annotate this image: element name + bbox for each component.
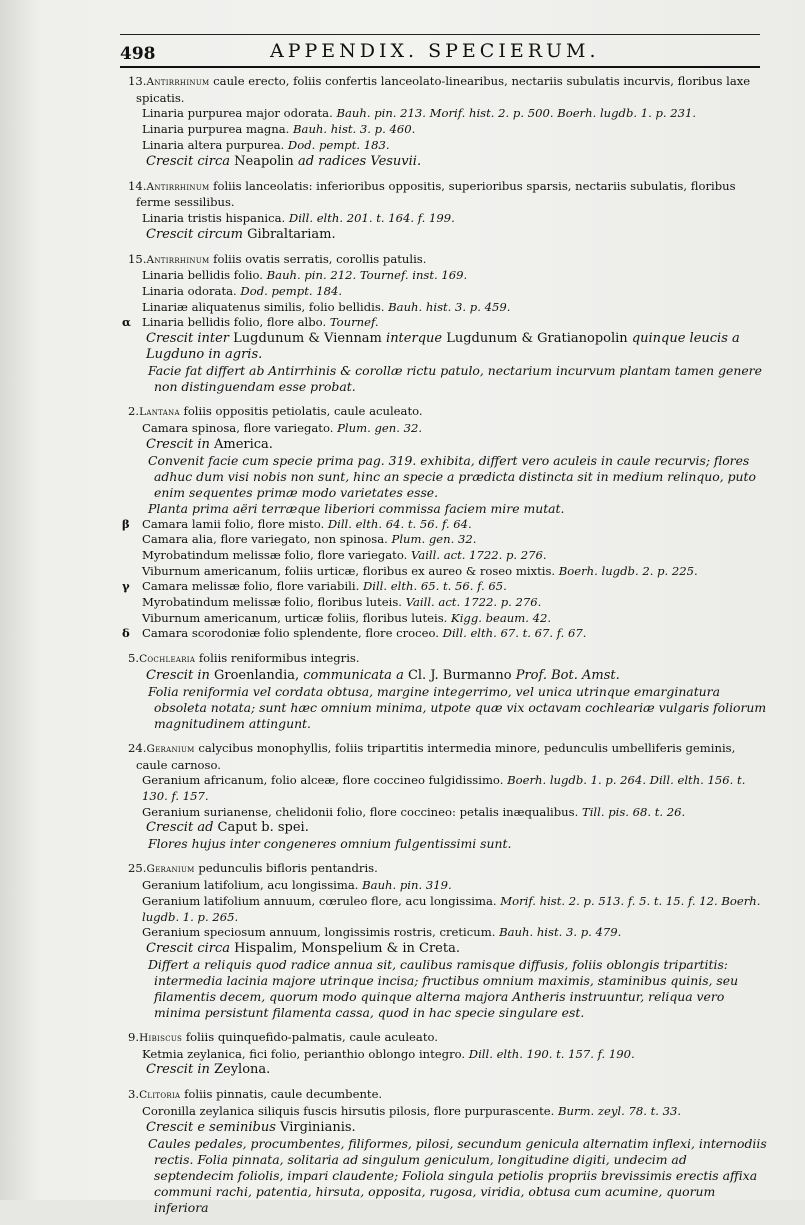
species-heading	[128, 74, 768, 106]
synonym-reference: Bauh. hist. 3. p. 460.	[293, 122, 416, 137]
synonym-name: Viburnum americanum, urticæ foliis, floribus luteis.	[142, 610, 452, 625]
species-number: 2.	[128, 404, 140, 419]
habitat-text: Hispalim, Monspelium & in Creta.	[234, 940, 460, 956]
species-note: Flores hujus inter congeneres omnium fulgentissimi sunt.	[148, 836, 512, 852]
synonym-reference: Bauh. pin. 319.	[362, 878, 452, 893]
species-number: 15.	[128, 251, 147, 266]
habitat-text: Zeylona.	[213, 1062, 271, 1078]
synonym-reference: Tournef.	[329, 315, 379, 330]
genus-name: Antirrhinum	[146, 76, 210, 88]
synonym-line	[128, 421, 768, 437]
habitat-text: Crescit inter	[146, 331, 234, 347]
synonym-reference: Vaill. act. 1722. p. 276.	[405, 595, 542, 610]
synonym-line	[128, 268, 768, 284]
habitat-text: Groenlandia,	[213, 667, 304, 683]
species-diagnosis: foliis reniformibus integris.	[195, 651, 360, 666]
species-number: 24.	[128, 740, 147, 755]
synonym-name: Camara scorodoniæ folio splendente, flore croceo.	[142, 626, 443, 641]
variety-line	[122, 516, 768, 533]
variety-line	[128, 611, 768, 627]
species-entry	[128, 179, 768, 243]
variety-mark: δ	[122, 626, 130, 641]
genus-name: Geranium	[146, 742, 195, 755]
synonym-reference: Plum. gen. 32.	[337, 420, 423, 435]
synonym-name: Geranium surianense, chelidonii folio, flore coccineo: petalis inæqualibus.	[142, 804, 582, 819]
synonym-reference: Boerh. lugdb. 2. p. 225.	[558, 563, 698, 578]
species-number: 3.	[128, 1087, 140, 1102]
synonym-name: Viburnum americanum, foliis urticæ, floribus ex aureo & roseo mixtis.	[142, 563, 559, 578]
genus-name: Antirrhinum	[146, 253, 210, 266]
species-entry	[128, 861, 768, 1021]
header-rule-top	[120, 34, 760, 35]
synonym-name: Geranium latifolium, acu longissima.	[142, 878, 363, 893]
species-entry	[128, 1087, 768, 1215]
synonym-reference: Bauh. hist. 3. p. 479.	[499, 925, 622, 940]
genus-name: Lantana	[139, 406, 180, 419]
species-number: 13.	[128, 74, 147, 88]
species-number: 9.	[128, 1029, 140, 1044]
habitat-text: America.	[213, 436, 273, 452]
synonym-line	[128, 300, 768, 316]
species-list	[122, 74, 768, 1225]
species-note: Folia reniformia vel cordata obtusa, margine integerrimo, vel unica utrinque emarginatura obsoleta notata; sunt hæc omnium minima, utpote quæ vix octavam cochleariæ vulgaris foliorum magnitudinem attingunt.	[148, 683, 767, 731]
running-head: APPENDIX. SPECIERUM.	[270, 40, 600, 62]
synonym-line	[128, 284, 768, 300]
habitat-line	[128, 941, 768, 957]
page-header	[120, 30, 760, 70]
species-entry	[122, 251, 768, 396]
synonym-reference: Vaill. act. 1722. p. 276.	[410, 547, 547, 562]
synonym-name: Camara lamii folio, flore misto.	[142, 516, 328, 531]
synonym-name: Camara alia, flore variegato, non spinosa.	[142, 532, 392, 547]
habitat-text: Caput b. spei.	[217, 820, 309, 836]
synonym-line	[128, 1104, 768, 1120]
species-entry	[122, 404, 768, 642]
synonym-name: Linaria odorata.	[142, 284, 241, 299]
habitat-text: Crescit e seminibus	[146, 1119, 281, 1135]
synonym-name: Coronilla zeylanica siliquis fuscis hirsutis pilosis, flore purpurascente.	[142, 1104, 558, 1119]
synonym-name: Linaria tristis hispanica.	[142, 210, 289, 225]
synonym-reference: Dod. pempt. 183.	[287, 137, 390, 152]
habitat-text: interque	[386, 331, 447, 347]
habitat-text: Crescit circum	[146, 226, 248, 242]
synonym-line	[122, 315, 768, 331]
genus-name: Hibiscus	[139, 1031, 183, 1044]
species-heading	[128, 404, 768, 421]
species-diagnosis: calycibus monophyllis, foliis tripartitis intermedia minore, pedunculis umbelliferis geminis, caule carnoso.	[136, 740, 736, 772]
species-number: 14.	[128, 178, 147, 193]
synonym-name: Linaria bellidis folio, flore albo.	[142, 315, 330, 330]
synonym-reference: Boerh. lugdb. 1. p. 264. Dill. elth. 156. t. 130. f. 157.	[142, 773, 746, 803]
species-heading	[128, 741, 768, 773]
species-diagnosis: caule erecto, foliis confertis lanceolato-linearibus, nectariis subulatis incurvis, floribus laxe spicatis.	[136, 74, 751, 105]
habitat-text: Crescit circa	[146, 153, 235, 169]
variety-line	[128, 548, 768, 564]
synonym-name: Linaria purpurea major odorata.	[142, 106, 337, 121]
species-note: Facie fat differt ab Antirrhinis & corollæ rictu patulo, nectarium incurvum plantam tamen genere non distinguendam esse probat.	[148, 363, 762, 395]
synonym-line	[128, 1047, 768, 1063]
habitat-text: Gratianopolin	[537, 331, 632, 347]
species-note: Convenit facie cum specie prima pag. 319. exhibita, differt vero aculeis in caule recurvis; flores adhuc dum visi nobis non sunt, hinc an specie a prædicta distincta sit in medium relinquo, puto enim sequentes primæ modo varietates esse.	[148, 452, 756, 500]
habitat-text: Vesuvii.	[370, 153, 422, 169]
genus-name: Geranium	[146, 863, 195, 876]
synonym-line	[128, 925, 768, 941]
habitat-text: Lugdunum & Viennam	[233, 331, 387, 347]
habitat-line	[128, 437, 768, 453]
synonym-reference: Morif. hist. 2. p. 513. f. 5. t. 15. f. 12. Boerh. lugdb. 1. p. 265.	[142, 893, 761, 924]
species-heading	[128, 651, 768, 668]
habitat-line	[128, 1062, 768, 1078]
synonym-name: Camara melissæ folio, flore variabili.	[142, 579, 363, 594]
synonym-name: Geranium latifolium annuum, cœruleo flore, acu longissima.	[142, 893, 501, 908]
synonym-name: Ketmia zeylanica, fici folio, perianthio oblongo integro.	[142, 1046, 469, 1061]
variety-line	[128, 532, 768, 548]
synonym-name: Linariæ aliquatenus similis, folio bellidis.	[142, 299, 389, 314]
genus-name: Cochlearia	[139, 653, 196, 666]
synonym-reference: Dill. elth. 64. t. 56. f. 64.	[327, 516, 472, 531]
species-heading	[128, 1087, 768, 1104]
habitat-text: Crescit ad	[146, 820, 218, 836]
synonym-reference: Dill. elth. 190. t. 157. f. 190.	[468, 1046, 635, 1061]
synonym-line	[128, 773, 768, 804]
habitat-text: Crescit in	[146, 1062, 214, 1078]
species-diagnosis: pedunculis bifloris pentandris.	[194, 861, 378, 876]
synonym-reference: Bauh. hist. 3. p. 459.	[388, 299, 511, 314]
page-number: 498	[120, 44, 156, 64]
habitat-text: Virginianis.	[280, 1119, 356, 1135]
synonym-name: Myrobatindum melissæ folio, floribus luteis.	[142, 595, 406, 610]
synonym-name: Linaria altera purpurea.	[142, 137, 288, 152]
habitat-text: Crescit in	[146, 667, 214, 683]
synonym-reference: Dill. elth. 201. t. 164. f. 199.	[288, 210, 455, 225]
synonym-line	[128, 878, 768, 894]
habitat-text: Neapolin	[234, 153, 298, 169]
species-diagnosis: foliis quinquefido-palmatis, caule aculeato.	[182, 1029, 438, 1044]
synonym-name: Geranium africanum, folio alceæ, flore coccineo fulgidissimo.	[142, 773, 508, 788]
synonym-line	[128, 122, 768, 138]
synonym-line	[128, 894, 768, 925]
synonym-reference: Bauh. pin. 212. Tournef. inst. 169.	[266, 268, 468, 283]
synonym-line	[128, 138, 768, 154]
habitat-text: quinque leucis a Lugduno in agris.	[146, 331, 740, 363]
species-entry	[128, 1030, 768, 1078]
synonym-reference: Dod. pempt. 184.	[240, 284, 343, 299]
variety-mark: β	[122, 516, 130, 531]
habitat-text: ad radices	[297, 153, 371, 169]
habitat-line	[128, 668, 768, 684]
synonym-name: Camara spinosa, flore variegato.	[142, 420, 338, 435]
species-note: Differt a reliquis quod radice annua sit, caulibus ramisque diffusis, foliis oblongis tripartitis: intermedia lacinia majore utrinque incisa; fructibus omnium maximis, staminibus quinis, seu filamentis decem, quorum modo quinque alterna majora Antheris instruuntur, reliqua vero minima persistunt filamenta cassa, quod in hac specie singulare est.	[148, 956, 739, 1020]
species-heading	[128, 1030, 768, 1047]
variety-mark: α	[122, 315, 131, 330]
variety-mark: γ	[122, 579, 130, 594]
synonym-reference: Dill. elth. 67. t. 67. f. 67.	[442, 626, 587, 641]
variety-line	[128, 564, 768, 580]
habitat-line	[128, 1120, 768, 1136]
habitat-text: Crescit circa	[146, 940, 235, 956]
synonym-reference: Till. pis. 68. t. 26.	[581, 804, 686, 819]
species-heading	[128, 179, 768, 211]
habitat-line	[128, 154, 768, 170]
species-diagnosis: foliis lanceolatis: inferioribus oppositis, superioribus sparsis, nectariis subulatis, floribus ferme sessilibus.	[136, 178, 736, 210]
species-entry	[128, 651, 768, 732]
species-note: Planta prima aëri terræque liberiori commissa faciem mire mutat.	[148, 500, 565, 516]
habitat-text: Lugdunum &	[446, 331, 538, 347]
habitat-text: Prof. Bot. Amst.	[515, 667, 620, 683]
habitat-text: Cl. J. Burmanno	[407, 667, 516, 683]
synonym-name: Myrobatindum melissæ folio, flore variegato.	[142, 547, 411, 562]
species-diagnosis: foliis oppositis petiolatis, caule aculeato.	[179, 404, 423, 419]
synonym-line	[128, 211, 768, 227]
species-entry	[128, 74, 768, 170]
synonym-line	[128, 805, 768, 821]
synonym-name: Geranium speciosum annuum, longissimis rostris, creticum.	[142, 925, 500, 940]
species-diagnosis: foliis pinnatis, caule decumbente.	[180, 1087, 383, 1102]
synonym-reference: Kigg. beaum. 42.	[451, 610, 552, 625]
species-heading	[128, 252, 768, 269]
synonym-name: Linaria bellidis folio.	[142, 268, 267, 283]
genus-name: Antirrhinum	[146, 180, 210, 193]
species-heading	[128, 861, 768, 878]
genus-name: Clitoria	[139, 1089, 181, 1102]
habitat-line	[128, 227, 768, 243]
synonym-reference: Bauh. pin. 213. Morif. hist. 2. p. 500. Boerh. lugdb. 1. p. 231.	[336, 106, 697, 121]
header-rule-bottom	[120, 66, 760, 68]
species-entry	[128, 741, 768, 853]
habitat-line	[128, 820, 768, 836]
variety-line	[128, 595, 768, 611]
habitat-line	[128, 331, 768, 363]
species-diagnosis: foliis ovatis serratis, corollis patulis.	[209, 251, 427, 266]
species-note: Caules pedales, procumbentes, filiformes, pilosi, secundum genicula alternatim inflexi, internodiis rectis. Folia pinnata, solitaria ad singulum geniculum, longitudine digiti, undecim ad septendecim foliolis, impari claudente; Foliola singula petiolis propriis brevissimis erectis affixa communi rachi, patentia, hirsuta, opposita, rugosa, viridia, obtusa cum acumine, quorum inferiora	[148, 1135, 767, 1215]
species-number: 25.	[128, 861, 147, 876]
synonym-reference: Burm. zeyl. 78. t. 33.	[557, 1104, 682, 1119]
habitat-text: Crescit in	[146, 436, 214, 452]
synonym-reference: Dill. elth. 65. t. 56. f. 65.	[362, 579, 507, 594]
synonym-name: Linaria purpurea magna.	[142, 122, 294, 137]
habitat-text: communicata a	[303, 667, 408, 683]
species-number: 5.	[128, 651, 140, 666]
variety-line	[122, 579, 768, 595]
synonym-line	[128, 106, 768, 122]
synonym-reference: Plum. gen. 32.	[391, 532, 477, 547]
variety-line	[122, 626, 768, 642]
habitat-text: Gibraltariam.	[247, 226, 336, 242]
